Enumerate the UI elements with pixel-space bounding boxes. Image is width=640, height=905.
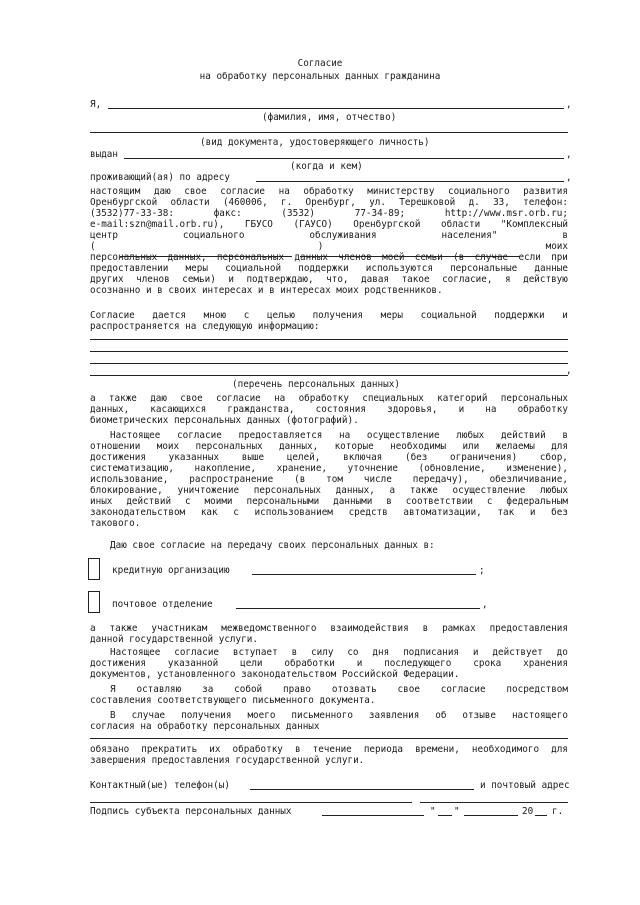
word: обязано [90,744,130,755]
word: подтверждаю, [246,274,314,285]
word: в [291,647,298,658]
word: на [278,186,290,197]
word: Настоящее [110,647,161,658]
word: заявления [368,710,420,721]
paragraph-line [90,507,568,518]
word: моими [204,496,233,507]
address-label: проживающий(ая) по адресу [90,172,230,183]
word: центр [90,230,118,241]
paragraph-last-line: документов, установленного законодательством Российской Федерации. [90,669,460,680]
word: ГБУСО [244,219,273,230]
word: блокирование, [90,485,163,496]
word: (в [453,252,465,263]
word: сбор, [539,452,568,463]
word: семьи) [182,274,216,285]
paragraph-last-line: осознанно и в своих интересах и в интересах моих родственников. [90,285,443,296]
word: уточнение [347,463,399,474]
word: персональных [195,441,263,452]
paragraph-last-line: данной государственной услуги. [90,634,258,645]
word: http://www.msr.orb.ru; [444,208,568,219]
word: данных, [335,485,375,496]
word: указанной [167,658,219,669]
word: как [200,507,218,518]
paragraph-line [90,474,568,485]
word: на [274,393,286,404]
word: с [243,310,250,321]
post-office-end: , [482,599,488,610]
word: право [283,684,312,695]
doc-title: Согласие [297,58,343,69]
signature-label: Подпись субъекта персональных данных [90,806,292,817]
word: меры [380,310,403,321]
word: свое [180,393,203,404]
paragraph-line [90,496,568,507]
word: д. [468,197,480,208]
paragraph-line [90,186,568,197]
word: необходимы [390,441,447,452]
issued-caption: (когда и кем) [290,161,363,172]
word: уничтожение [177,485,240,496]
word: осуществление [452,485,526,496]
word: систематизацию, [90,463,174,474]
word: об [435,710,447,721]
word: "Комплексный [500,219,568,230]
word: согласие [220,186,266,197]
word: моей [382,252,405,263]
fio-comma: , [566,99,572,110]
word: периода [363,744,404,755]
word: и [458,404,465,415]
word: и [356,658,363,669]
info-line-3[interactable] [90,363,568,364]
paragraph-line [90,219,568,230]
paragraph-line [90,393,568,404]
word: персональные [450,263,518,274]
date-quote-close: " [454,806,460,817]
word: изменение), [506,463,568,474]
word: 33, [493,197,510,208]
word: ул. [369,197,386,208]
word: согласие [440,684,486,695]
address-comma: , [566,172,572,183]
word: касающихся [150,404,207,415]
word: моего [247,710,276,721]
word: течение [312,744,352,755]
word: настоящего [511,710,568,721]
word: данные [534,263,568,274]
word: последующего [384,658,452,669]
word: числе [363,474,392,485]
date-year-suffix: г. [552,806,564,817]
paragraph-line [90,208,568,219]
info-line-4[interactable] [90,375,568,376]
word: вступает [232,647,278,658]
word: Настоящее [110,430,161,441]
paragraph-line [110,647,568,658]
word: передачу), [412,474,469,485]
word: области [170,197,210,208]
word: оставляю [136,684,182,695]
word: В [110,710,116,721]
word: законодательством [90,507,186,518]
ya-label: Я, [90,99,102,110]
word: обработку [517,404,568,415]
word: включая [343,452,383,463]
word: достижения [90,658,146,669]
word: собой [234,684,263,695]
signature-field[interactable] [322,815,424,816]
word: том [326,474,343,485]
paragraph-line [90,452,568,463]
issued-comma: , [566,149,572,160]
word: даю [150,393,167,404]
word: категорий [437,393,488,404]
word: действий [500,430,546,441]
word: предоставляется [238,430,323,441]
word: с [185,496,191,507]
word: обработку [232,744,283,755]
word: прекратить [141,744,198,755]
word: обслуживания [309,230,377,241]
word: выше [241,452,265,463]
word: настоящим [90,186,141,197]
word: ограничения) [450,452,518,463]
word: действует [492,647,543,658]
word: любых [456,430,485,441]
word: а [90,623,96,634]
word: социального [448,186,510,197]
paragraph-line [110,710,568,721]
word: ) [317,241,324,252]
word: до [556,647,568,658]
word: межведомственного [221,623,317,634]
word: данных, [279,441,319,452]
paragraph-line [90,463,568,474]
word: рамках [442,623,476,634]
word: меры [185,263,208,274]
word: области [441,219,481,230]
word: силу [311,647,334,658]
issued-field[interactable] [124,158,564,159]
document-caption: (вид документа, удостоверяющего личность) [200,137,430,148]
word: Терешковой [399,197,456,208]
word: гражданства, [227,404,295,415]
word: необходимого [471,744,540,755]
word: данных [294,252,328,263]
word: ( [90,241,96,252]
paragraph-line [90,197,568,208]
word: действий [126,496,172,507]
word: в [294,744,301,755]
word: социальной [225,263,282,274]
word: (3532) [281,208,315,219]
word: развития [523,186,568,197]
word: и [529,507,536,518]
word: министерству [367,186,435,197]
contact-phone-label: Контактный(ые) телефон(ы) [90,780,230,791]
word: автоматизации, [403,507,482,518]
date-year-prefix: 20 [522,806,534,817]
word: данными [333,496,373,507]
word: посредством [506,684,568,695]
paragraph-line [90,404,568,415]
word: федеральным [506,496,568,507]
paragraph-last-line: распространяется на следующую информацию: [90,321,320,332]
word: семьи [414,252,443,263]
fio-caption: (фамилия, имя, отчество) [262,112,397,123]
transfer-intro: Даю свое согласие на передачу своих персональных данных в: [110,540,435,551]
paragraph-line [110,430,568,441]
word: распространение [189,474,274,485]
word: моих [156,441,180,452]
word: цели [240,658,263,669]
word: (ГАУСО) [293,219,333,230]
word: действую [523,274,568,285]
word: в [422,623,429,634]
word: времени, [415,744,460,755]
word: г. [281,197,293,208]
word: средств [348,507,388,518]
fio-field[interactable] [108,108,564,109]
word: (без [404,452,428,463]
word: поддержки [298,263,349,274]
word: e-mail:szn@mail.orb.ru), [90,219,225,230]
word: согласие [177,430,222,441]
word: обработку [298,393,349,404]
word: других [90,274,124,285]
center-name-field[interactable] [120,256,292,257]
paragraph-line [90,658,568,669]
word: в [562,230,568,241]
word: также [109,623,138,634]
word: так [497,507,515,518]
paragraph-line [90,744,568,755]
word: что, [326,274,349,285]
word: предоставления [489,623,568,634]
word: Оренбург, [305,197,356,208]
word: (обновление, [418,463,486,474]
word: и [562,310,568,321]
word: согласие [174,647,220,658]
word: использованием [254,507,333,518]
word: состояния [315,404,366,415]
word: целью [266,310,295,321]
word: с [233,507,239,518]
word: дня [372,647,390,658]
word: членов [136,274,170,285]
contact-address-field-2[interactable] [420,802,568,803]
word: а [90,393,96,404]
word: давая [361,274,390,285]
word: согласие, [442,274,493,285]
date-month-field[interactable] [464,815,518,816]
address-field[interactable] [256,181,564,182]
word: при [551,252,568,263]
paragraph-line [90,310,568,321]
date-year-field[interactable] [535,815,547,816]
withdraw-org-field[interactable] [90,738,568,739]
paragraph-line [90,263,568,274]
word: хранения [523,658,568,669]
paragraph-line [90,252,568,263]
word: на [485,404,497,415]
word: свое [184,186,207,197]
word: хранение, [276,463,328,474]
post-office-checkbox[interactable] [88,591,100,613]
post-office-label: почтовое отделение [112,599,213,610]
word: обработку [303,186,354,197]
word: персональных [253,485,321,496]
word: также [108,393,137,404]
word: данных, [90,404,130,415]
word: иных [90,496,113,507]
word: а [389,485,396,496]
word: персональных [90,252,158,263]
word: социальной [420,310,477,321]
word: специальных [362,393,424,404]
contact-post-label: и почтовый адрес [480,780,570,791]
word: без [551,507,568,518]
contact-phone-field[interactable] [250,789,474,790]
word: получения [312,310,363,321]
word: такое [401,274,430,285]
document-field[interactable] [90,132,568,133]
word: (3532)77-33-38: [90,208,174,219]
paragraph-line [90,441,568,452]
word: мною [203,310,227,321]
word: обработки [284,658,335,669]
word: отзыве [462,710,496,721]
word: в [562,430,568,441]
word: использование, [90,474,169,485]
word: персональными [246,496,320,507]
word: за [202,684,214,695]
paragraph-line [90,230,568,241]
word: свое [397,684,420,695]
word: и [228,274,234,285]
paragraph-line [90,241,568,252]
info-caption: (перечень персональных данных) [232,379,400,390]
word: для [551,744,568,755]
date-day-field[interactable] [438,815,452,816]
word: достижения [90,452,146,463]
word: поддержки [494,310,545,321]
date-quote-open: " [430,806,436,817]
word: получения [181,710,232,721]
paragraph-line [90,623,568,634]
paragraph-last-line: согласия на обработку персональных данных [90,721,320,732]
paragraph-line [90,485,568,496]
paragraph-last-line: составления соответствующего письменного документа. [90,695,376,706]
word: обезличивание, [489,474,568,485]
word: социального [182,230,245,241]
word: данных, [167,252,207,263]
word: взаимодействия [330,623,409,634]
word: соответствии [405,496,473,507]
word: если [518,252,541,263]
info-comma: , [566,365,572,376]
credit-org-label: кредитную организацию [112,565,230,576]
issued-label: выдан [90,149,118,160]
post-office-field[interactable] [236,608,480,609]
contact-address-field-1[interactable] [90,802,412,803]
word: Согласие [90,310,135,321]
word: или [462,441,480,452]
word: телефон: [523,197,568,208]
word: я [504,274,511,285]
info-line-1[interactable] [90,339,568,340]
word: Оренбургской [90,197,158,208]
paragraph-line [90,274,568,285]
word: случае [131,710,166,721]
word: (460006, [222,197,268,208]
word: участникам [151,623,208,634]
word: здоровья, [387,404,438,415]
word: населения" [441,230,498,241]
word: (в [294,474,306,485]
word: письменного [291,710,353,721]
word: 77-34-89; [354,208,406,219]
word: факс: [213,208,242,219]
word: персональных [216,252,285,263]
word: отношении [90,441,141,452]
word: желаемы [495,441,535,452]
center-address-field[interactable] [300,256,520,257]
credit-org-checkbox[interactable] [88,558,100,580]
paragraph-line [110,684,568,695]
word: со [347,647,359,658]
word: согласие [215,393,261,404]
paragraph-last-line: такового. [90,518,141,529]
word: подписания [403,647,460,658]
word: членов [338,252,372,263]
word: используются [365,263,433,274]
paragraph-last-line: завершения предоставления государственной услуги. [90,755,365,766]
credit-org-end: ; [479,565,485,576]
word: и [472,647,479,658]
word: Оренбургской [353,219,421,230]
word: дается [152,310,187,321]
paragraph-last-line: биометрических персональных данных (фотографий). [90,415,359,426]
word: накопление, [194,463,257,474]
word: предоставлении [90,263,169,274]
word: также [409,485,438,496]
credit-org-field[interactable] [252,574,476,575]
doc-subtitle: на обработку персональных данных гражданина [199,71,441,82]
word: моих [545,241,568,252]
word: Я [110,684,116,695]
word: на [339,430,351,441]
word: отозвать [331,684,377,695]
word: их [209,744,221,755]
word: срока [473,658,502,669]
word: осуществление [366,430,440,441]
info-line-2[interactable] [90,351,568,352]
word: указанных [168,452,220,463]
word: с [486,496,493,507]
word: случае [474,252,509,263]
word: которые [334,441,374,452]
word: целей, [286,452,321,463]
word: даю [153,186,171,197]
word: для [551,441,568,452]
word: в [386,496,392,507]
word: любых [540,485,568,496]
word: персональных [500,393,568,404]
